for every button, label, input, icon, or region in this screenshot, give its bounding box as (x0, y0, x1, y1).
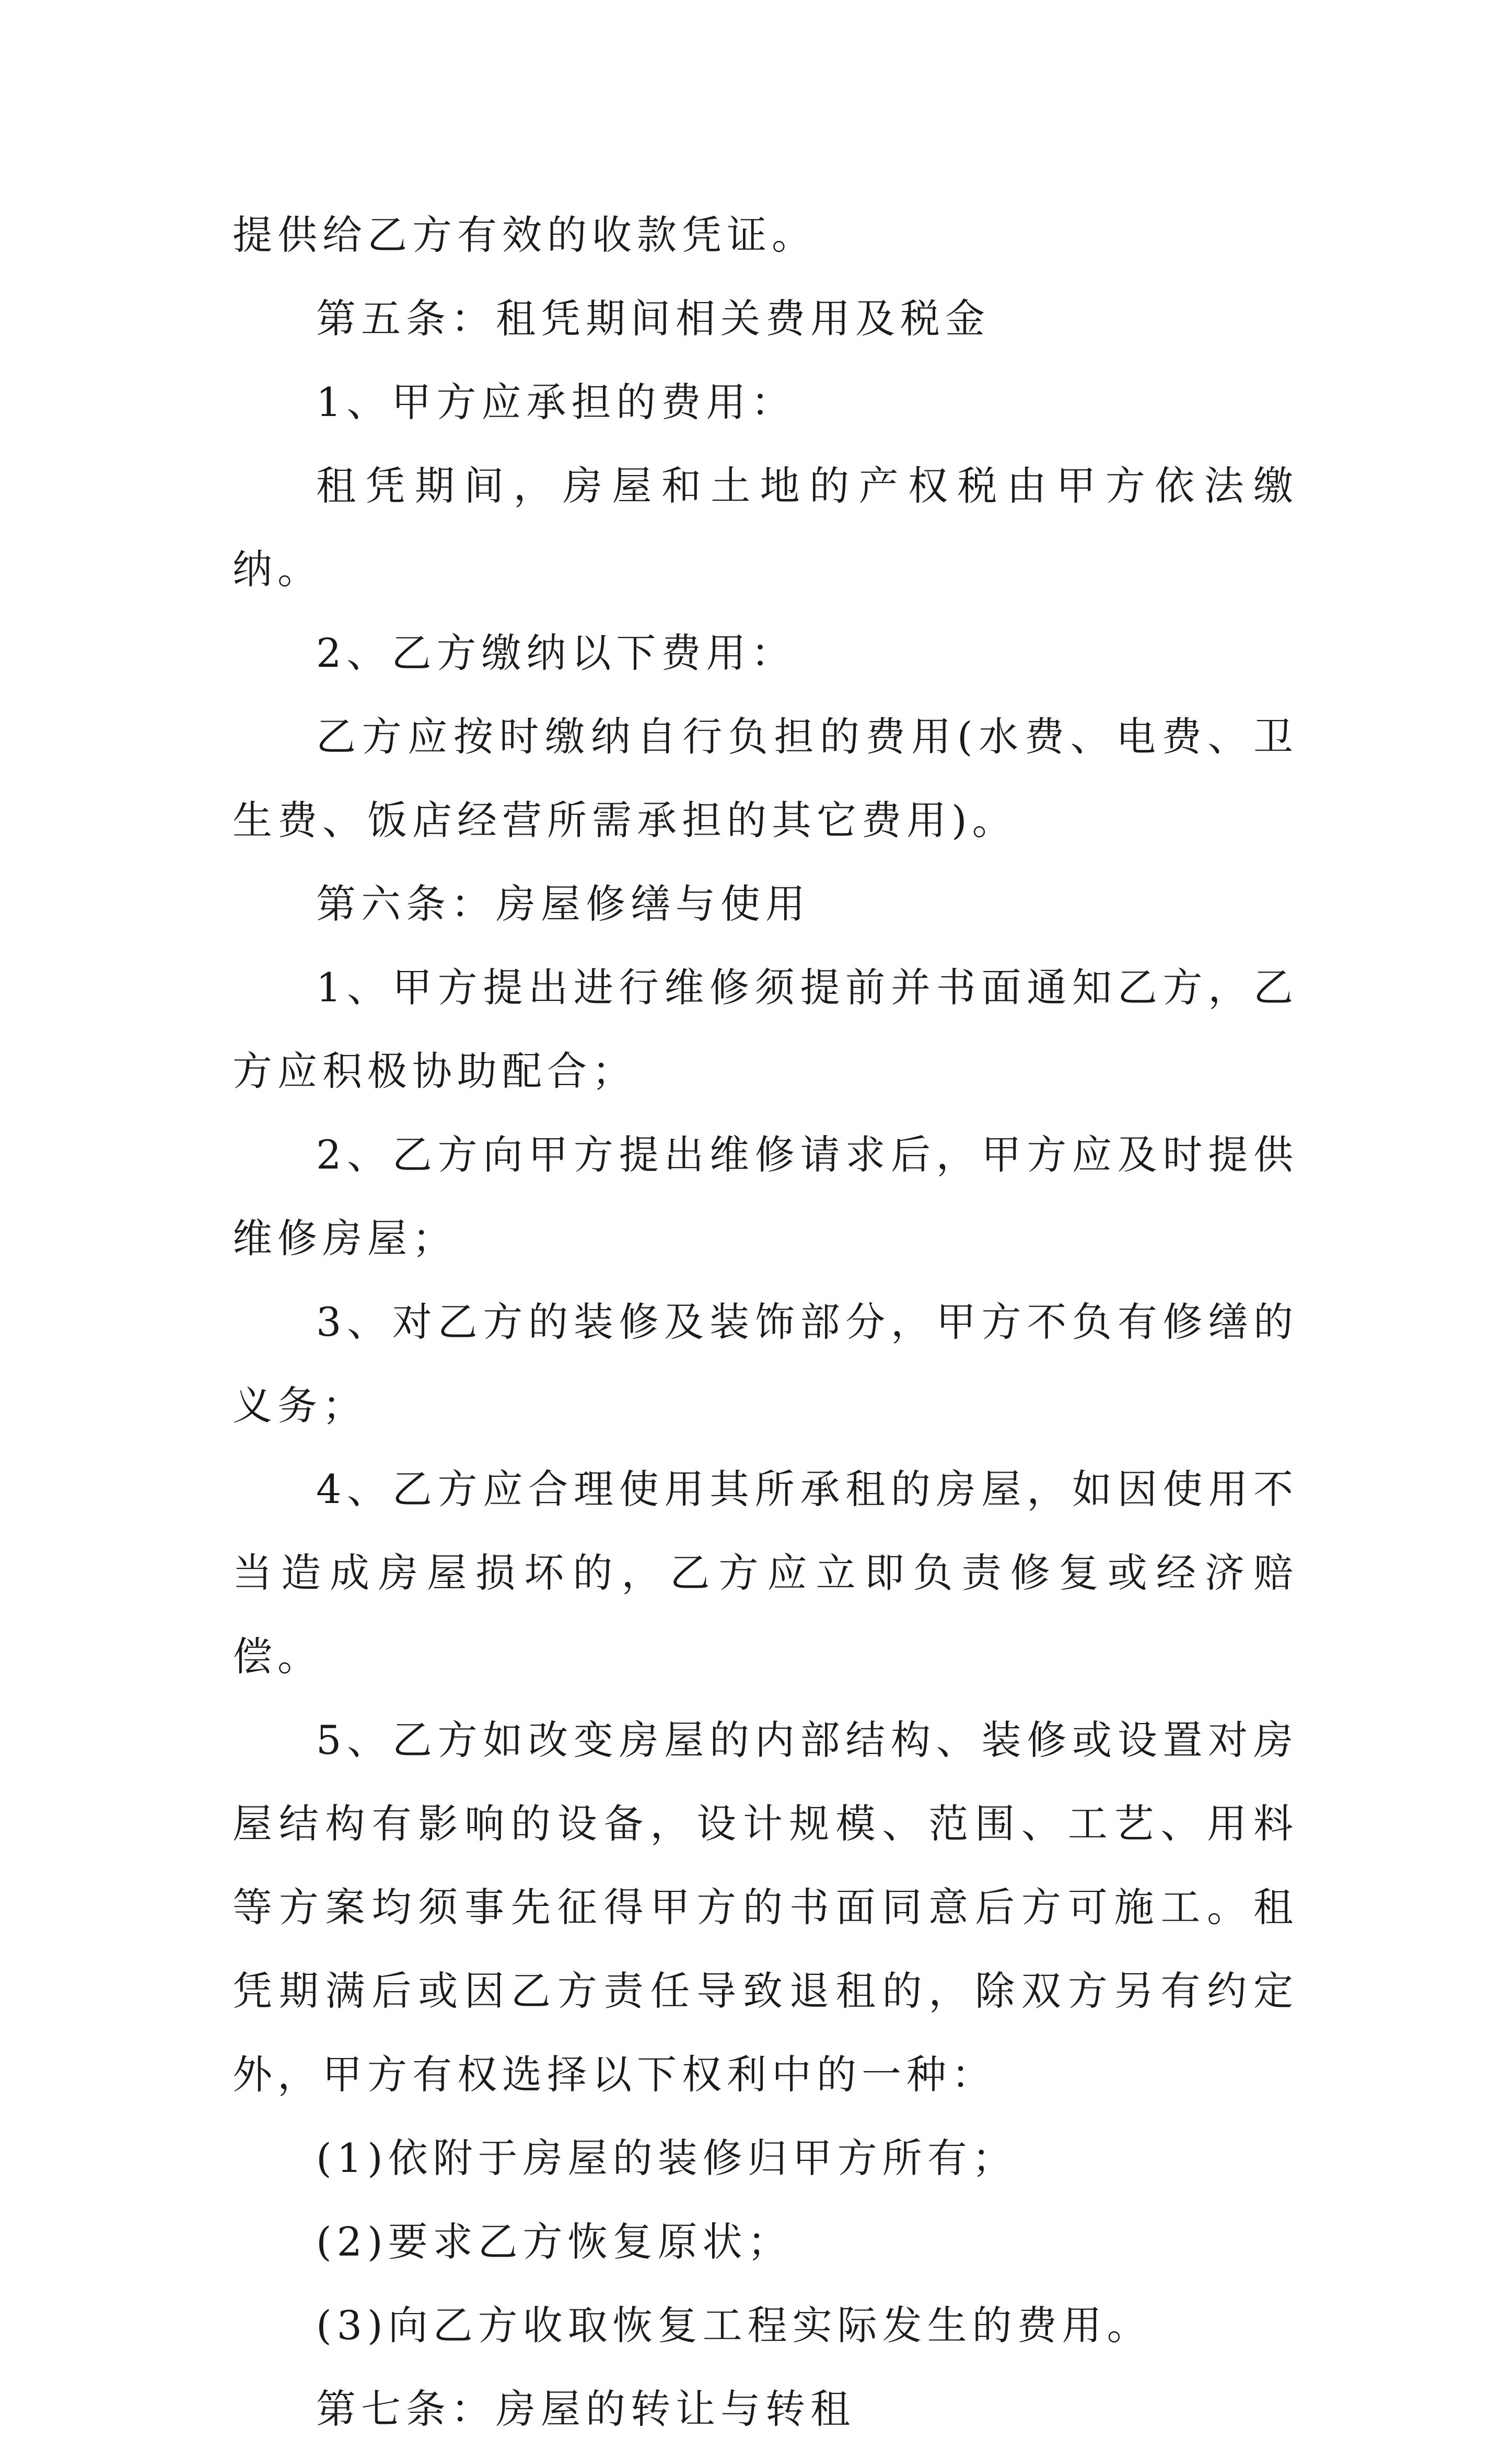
article-5-item-1-text: 租凭期间，房屋和土地的产权税由甲方依法缴纳。 (232, 463, 1298, 593)
article-6-item-5-option-3: (3)向乙方收取恢复工程实际发生的费用。 (316, 2302, 1152, 2349)
article-6-item-4: 4、乙方应合理使用其所承租的房屋，如因使用不当造成房屋损坏的，乙方应立即负责修复或经济赔偿。 (232, 1466, 1298, 1680)
article-6-item-2: 2、乙方向甲方提出维修请求后，甲方应及时提供维修房屋； (232, 1131, 1298, 1262)
article-6-item-1: 1、甲方提出进行维修须提前并书面通知乙方，乙方应积极协助配合； (232, 964, 1298, 1094)
article-6-item-5: 5、乙方如改变房屋的内部结构、装修或设置对房屋结构有影响的设备，设计规模、范围、工艺、用料等方案均须事先征得甲方的书面同意后方可施工。租凭期满后或因乙方责任导致退租的，除双方另有约定外，甲方有权选择以下权利中的一种： (232, 1717, 1298, 2098)
paragraph-receipt-continuation: 提供给乙方有效的收款凭证。 (232, 212, 817, 258)
article-5-item-1-heading: 1、甲方应承担的费用： (316, 379, 796, 425)
article-6-item-5-option-1: (1)依附于房屋的装修归甲方所有； (316, 2135, 1017, 2181)
article-6-item-5-option-2: (2)要求乙方恢复原状； (316, 2218, 793, 2265)
article-7-heading: 第七条：房屋的转让与转租 (316, 2386, 855, 2432)
document-body (232, 193, 1298, 2451)
article-6-item-3: 3、对乙方的装修及装饰部分，甲方不负有修缮的义务； (232, 1299, 1298, 1429)
article-5-item-2-heading: 2、乙方缴纳以下费用： (316, 630, 796, 676)
article-5-item-2-text: 乙方应按时缴纳自行负担的费用(水费、电费、卫生费、饭店经营所需承担的其它费用)。 (232, 713, 1298, 843)
article-6-heading: 第六条：房屋修缮与使用 (316, 881, 810, 927)
article-5-heading: 第五条：租凭期间相关费用及税金 (316, 295, 990, 342)
